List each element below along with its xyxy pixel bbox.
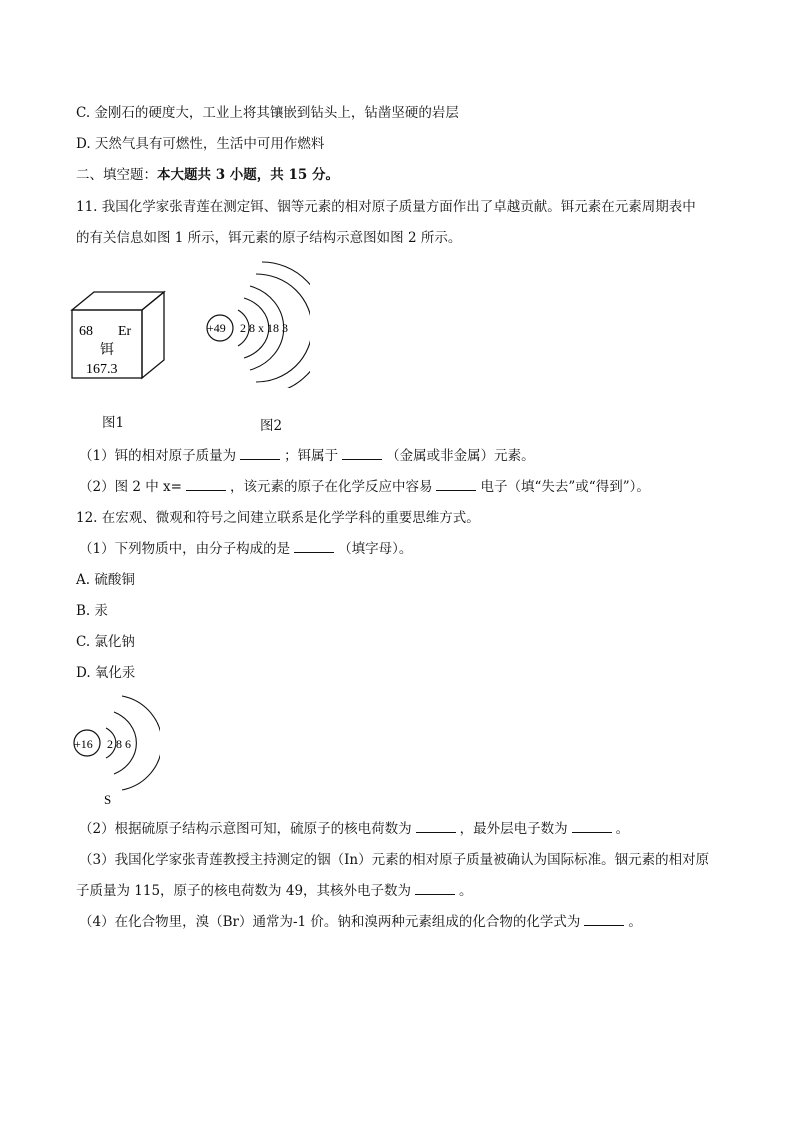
q11-sub1-part1: （1）铒的相对原子质量为: [79, 448, 237, 464]
q12-sub3-line2: [76, 882, 473, 900]
q12-sub4-part1: （4）在化合物里，溴（Br）通常为-1 价。钠和溴两种元素组成的化合物的化学式为: [79, 914, 581, 930]
q12-stem: 12. 在宏观、微观和符号之间建立联系是化学学科的重要思维方式。: [76, 510, 480, 526]
sulfur-shell-counts: 2 8 6: [107, 737, 131, 751]
q11-sub2-part3: 电子（填“失去”或“得到”）。: [480, 479, 650, 495]
q12-sub4: [79, 913, 642, 931]
option-c-text: C. 金刚石的硬度大，工业上将其镶嵌到钻头上，钻凿坚硬的岩层: [76, 105, 459, 121]
q11-figure2-atom-diagram: [200, 258, 310, 388]
q12-sub2-part2: ，最外层电子数为: [459, 821, 568, 837]
option-d-text: D. 天然气具有可燃性，生活中可用作燃料: [76, 136, 325, 152]
q12-sub3-line1: （3）我国化学家张青莲教授主持测定的铟（In）元素的相对原子质量被确认为国际标准。铟元素的相对原: [79, 852, 710, 868]
q12-sulfur-atom-diagram: [70, 692, 160, 810]
q11-sub1-part2: ；铒属于: [284, 448, 339, 464]
sulfur-symbol-label: S: [104, 792, 112, 807]
q12-sub1: [79, 540, 412, 558]
q12-sub3-blank[interactable]: [415, 882, 455, 895]
tile-symbol: Er: [118, 324, 132, 339]
q11-sub1: [79, 447, 535, 465]
q12-sub3-part2: 。: [459, 883, 473, 899]
q11-stem-line2: 的有关信息如图 1 所示，铒元素的原子结构示意图如图 2 所示。: [76, 230, 462, 246]
q12-sub1-blank[interactable]: [294, 540, 334, 553]
q12-option-a: A. 硫酸铜: [76, 572, 135, 588]
sulfur-nucleus-charge: +16: [74, 737, 93, 751]
q11-sub2: [79, 478, 650, 496]
q11-figure2-label: 图2: [260, 418, 283, 434]
q11-figure1-element-tile: [66, 290, 176, 390]
q12-sub1-part2: （填字母）。: [338, 541, 413, 557]
q12-sub2: [79, 820, 629, 838]
q11-sub2-blank1[interactable]: [186, 478, 226, 491]
q12-sub1-part1: （1）下列物质中，由分子构成的是: [79, 541, 291, 557]
q12-sub2-blank1[interactable]: [416, 820, 456, 833]
tile-element-name: 铒: [100, 343, 114, 358]
q11-sub2-part2: ，该元素的原子在化学反应中容易: [229, 479, 433, 495]
q12-option-c: C. 氯化钠: [76, 634, 135, 650]
q12-sub2-part3: 。: [615, 821, 630, 837]
q12-sub4-blank[interactable]: [584, 913, 624, 926]
section-heading-detail: 本大题共 3 小题，共 15 分。: [157, 167, 339, 183]
q11-sub1-part3: （金属或非金属）元素。: [386, 448, 535, 464]
q11-sub1-blank2[interactable]: [342, 447, 382, 460]
nucleus-charge: +49: [207, 321, 226, 335]
tile-atomic-number: 68: [79, 324, 93, 339]
q12-sub2-part1: （2）根据硫原子结构示意图可知，硫原子的核电荷数为: [79, 821, 412, 837]
section-heading-prefix: 二、填空题：: [76, 167, 157, 183]
q11-sub2-blank2[interactable]: [436, 478, 476, 491]
shell-electron-counts: 2 8 x 18 3: [240, 321, 288, 335]
q11-stem-line1: 11. 我国化学家张青莲在测定铒、铟等元素的相对原子质量方面作出了卓越贡献。铒元素在元素周期表中: [76, 199, 696, 215]
q11-figure1-label: 图1: [102, 415, 125, 431]
q12-sub2-blank2[interactable]: [572, 820, 612, 833]
q12-sub4-part2: 。: [628, 914, 642, 930]
q11-sub1-blank1[interactable]: [240, 447, 280, 460]
section-heading: [76, 166, 339, 184]
tile-atomic-mass: 167.3: [86, 362, 118, 377]
q12-sub3-part1: 子质量为 115，原子的核电荷数为 49，其核外电子数为: [76, 883, 412, 899]
q11-sub2-part1: （2）图 2 中 x=: [79, 479, 182, 495]
q12-option-d: D. 氧化汞: [76, 665, 136, 681]
q12-option-b: B. 汞: [76, 603, 109, 619]
